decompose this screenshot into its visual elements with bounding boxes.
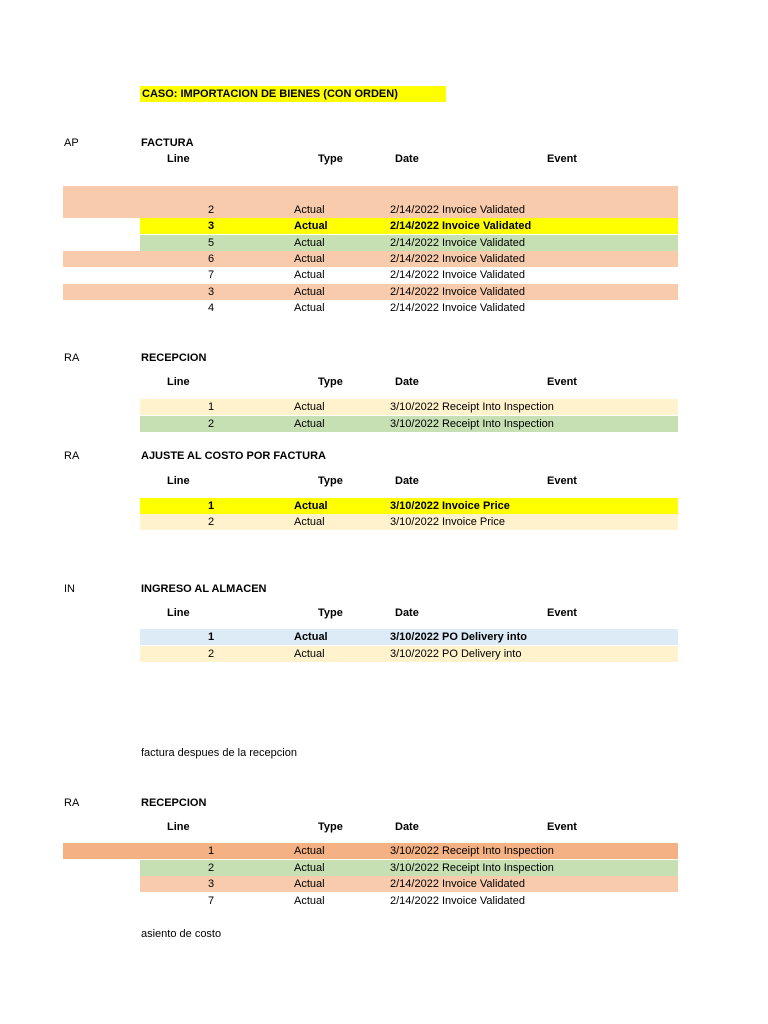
table-row <box>0 251 768 267</box>
cell-date-event: 2/14/2022 Invoice Validated <box>390 253 525 265</box>
table-row <box>0 893 768 909</box>
table-row <box>0 416 768 432</box>
section-code: IN <box>64 583 75 595</box>
cell-line: 5 <box>207 237 215 249</box>
column-header-event: Event <box>547 821 577 833</box>
cell-type: Actual <box>294 269 325 281</box>
cell-date-event: 3/10/2022 Invoice Price <box>390 516 505 528</box>
cell-type: Actual <box>294 401 325 413</box>
column-header-date: Date <box>395 607 419 619</box>
column-header-date: Date <box>395 376 419 388</box>
column-header-line: Line <box>167 475 190 487</box>
column-header-event: Event <box>547 153 577 165</box>
table-row <box>0 514 768 530</box>
cell-date-event: 3/10/2022 PO Delivery into <box>390 648 522 660</box>
cell-line: 7 <box>207 269 215 281</box>
cell-line: 3 <box>207 220 215 232</box>
cell-type: Actual <box>294 895 325 907</box>
cell-line: 7 <box>207 895 215 907</box>
cell-type: Actual <box>294 286 325 298</box>
table-row <box>0 235 768 251</box>
table-row <box>0 399 768 415</box>
section-code: RA <box>64 352 80 364</box>
table-row <box>0 843 768 859</box>
cell-line: 3 <box>207 878 215 890</box>
column-header-event: Event <box>547 475 577 487</box>
cell-type: Actual <box>294 204 325 216</box>
cell-date-event: 2/14/2022 Invoice Validated <box>390 302 525 314</box>
column-header-line: Line <box>167 376 190 388</box>
table-row <box>0 646 768 662</box>
cell-line: 2 <box>207 204 215 216</box>
column-header-type: Type <box>318 607 343 619</box>
cell-date-event: 2/14/2022 Invoice Validated <box>390 895 525 907</box>
cell-type: Actual <box>294 220 328 232</box>
table-row <box>0 218 768 234</box>
cell-date-event: 3/10/2022 Receipt Into Inspection <box>390 401 554 413</box>
cell-type: Actual <box>294 302 325 314</box>
column-header-type: Type <box>318 475 343 487</box>
cell-line: 3 <box>207 286 215 298</box>
cell-line: 2 <box>207 418 215 430</box>
section-title: RECEPCION <box>141 352 207 364</box>
cell-date-event: 3/10/2022 PO Delivery into <box>390 631 527 643</box>
cell-date-event: 2/14/2022 Invoice Validated <box>390 878 525 890</box>
cell-date-event: 3/10/2022 Invoice Price <box>390 500 510 512</box>
section-title: AJUSTE AL COSTO POR FACTURA <box>141 450 326 462</box>
cell-type: Actual <box>294 862 325 874</box>
column-header-date: Date <box>395 475 419 487</box>
cell-date-event: 2/14/2022 Invoice Validated <box>390 204 525 216</box>
column-header-date: Date <box>395 821 419 833</box>
table-row <box>0 284 768 300</box>
cell-line: 1 <box>207 631 215 643</box>
column-header-date: Date <box>395 153 419 165</box>
cell-date-event: 3/10/2022 Receipt Into Inspection <box>390 418 554 430</box>
cell-date-event: 2/14/2022 Invoice Validated <box>390 220 532 232</box>
column-header-line: Line <box>167 821 190 833</box>
column-header-event: Event <box>547 376 577 388</box>
note-text: factura despues de la recepcion <box>141 747 297 759</box>
table-row <box>0 202 768 218</box>
cell-line: 2 <box>207 862 215 874</box>
cell-type: Actual <box>294 845 325 857</box>
cell-line: 2 <box>207 648 215 660</box>
table-row <box>0 860 768 876</box>
cell-type: Actual <box>294 418 325 430</box>
cell-line: 1 <box>207 500 215 512</box>
table-row <box>0 267 768 283</box>
cell-type: Actual <box>294 237 325 249</box>
column-header-event: Event <box>547 607 577 619</box>
section-code: AP <box>64 137 79 149</box>
cell-date-event: 2/14/2022 Invoice Validated <box>390 237 525 249</box>
cell-line: 1 <box>207 401 215 413</box>
cell-date-event: 2/14/2022 Invoice Validated <box>390 269 525 281</box>
cell-type: Actual <box>294 253 325 265</box>
cell-date-event: 3/10/2022 Receipt Into Inspection <box>390 862 554 874</box>
cell-type: Actual <box>294 631 328 643</box>
section-title: FACTURA <box>141 137 194 149</box>
page-title: CASO: IMPORTACION DE BIENES (CON ORDEN) <box>142 88 398 100</box>
column-header-line: Line <box>167 153 190 165</box>
cell-line: 2 <box>207 516 215 528</box>
section-code: RA <box>64 450 80 462</box>
table-row <box>0 300 768 316</box>
note-text: asiento de costo <box>141 928 222 940</box>
cell-date-event: 3/10/2022 Receipt Into Inspection <box>390 845 554 857</box>
cell-line: 1 <box>207 845 215 857</box>
section-code: RA <box>64 797 80 809</box>
cell-type: Actual <box>294 500 328 512</box>
column-header-line: Line <box>167 607 190 619</box>
column-header-type: Type <box>318 153 343 165</box>
table-row <box>0 629 768 645</box>
cell-type: Actual <box>294 516 325 528</box>
cell-line: 4 <box>207 302 215 314</box>
table-row <box>0 498 768 514</box>
column-header-type: Type <box>318 821 343 833</box>
cell-type: Actual <box>294 648 325 660</box>
column-header-type: Type <box>318 376 343 388</box>
cell-type: Actual <box>294 878 325 890</box>
section-title: RECEPCION <box>141 797 207 809</box>
cell-date-event: 2/14/2022 Invoice Validated <box>390 286 525 298</box>
section-title: INGRESO AL ALMACEN <box>141 583 267 595</box>
table-row <box>0 876 768 892</box>
cell-line: 6 <box>207 253 215 265</box>
